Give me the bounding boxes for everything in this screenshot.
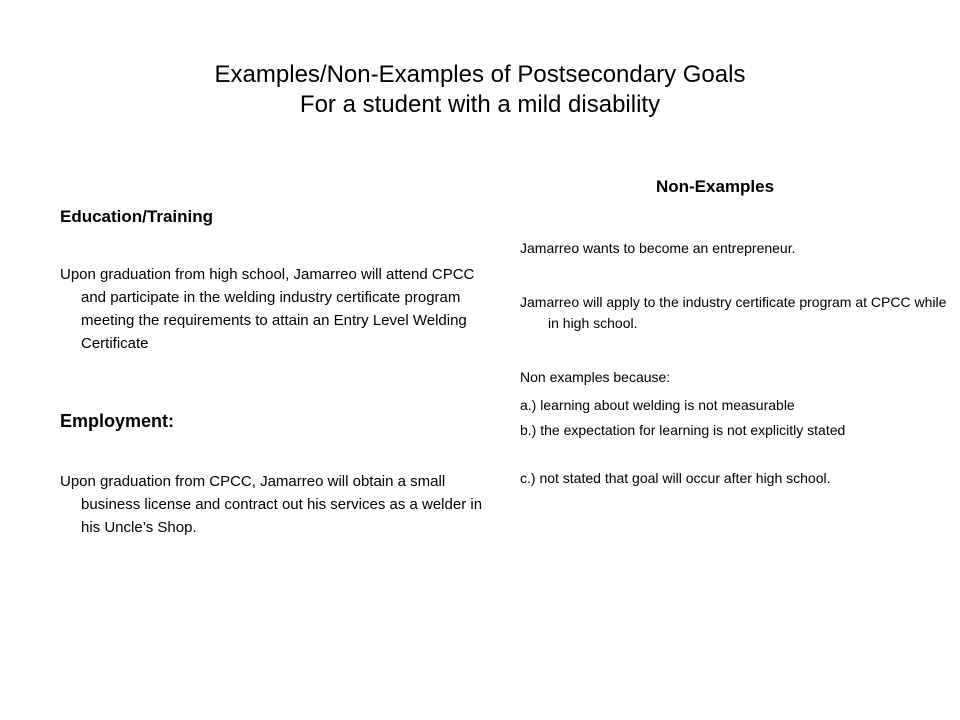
education-text: Upon graduation from high school, Jamarreo will attend CPCC and participate in the welding industry certificate program meeting the requirements to attain an Entry Level Welding Certificate bbox=[60, 266, 475, 352]
non-examples-heading: Non-Examples bbox=[655, 177, 775, 196]
slide-title bbox=[0, 60, 960, 120]
education-heading: Education/Training bbox=[60, 207, 214, 226]
employment-heading: Employment: bbox=[60, 411, 175, 431]
non-example-2: Jamarreo will apply to the industry certificate program at CPCC while in high school. bbox=[520, 294, 947, 331]
reasons-intro: Non examples because: bbox=[520, 369, 671, 385]
reason-b: b.) the expectation for learning is not explicitly stated bbox=[520, 422, 846, 438]
employment-text: Upon graduation from CPCC, Jamarreo will obtain a small business license and contract out his services as a welder in his Uncle’s Shop. bbox=[60, 473, 483, 536]
reason-a: a.) learning about welding is not measurable bbox=[520, 397, 795, 413]
title-line-2: For a student with a mild disability bbox=[299, 91, 661, 118]
non-example-1: Jamarreo wants to become an entrepreneur. bbox=[520, 240, 796, 256]
title-line-1: Examples/Non-Examples of Postsecondary Goals bbox=[214, 61, 746, 88]
reason-c: c.) not stated that goal will occur after high school. bbox=[520, 470, 831, 486]
